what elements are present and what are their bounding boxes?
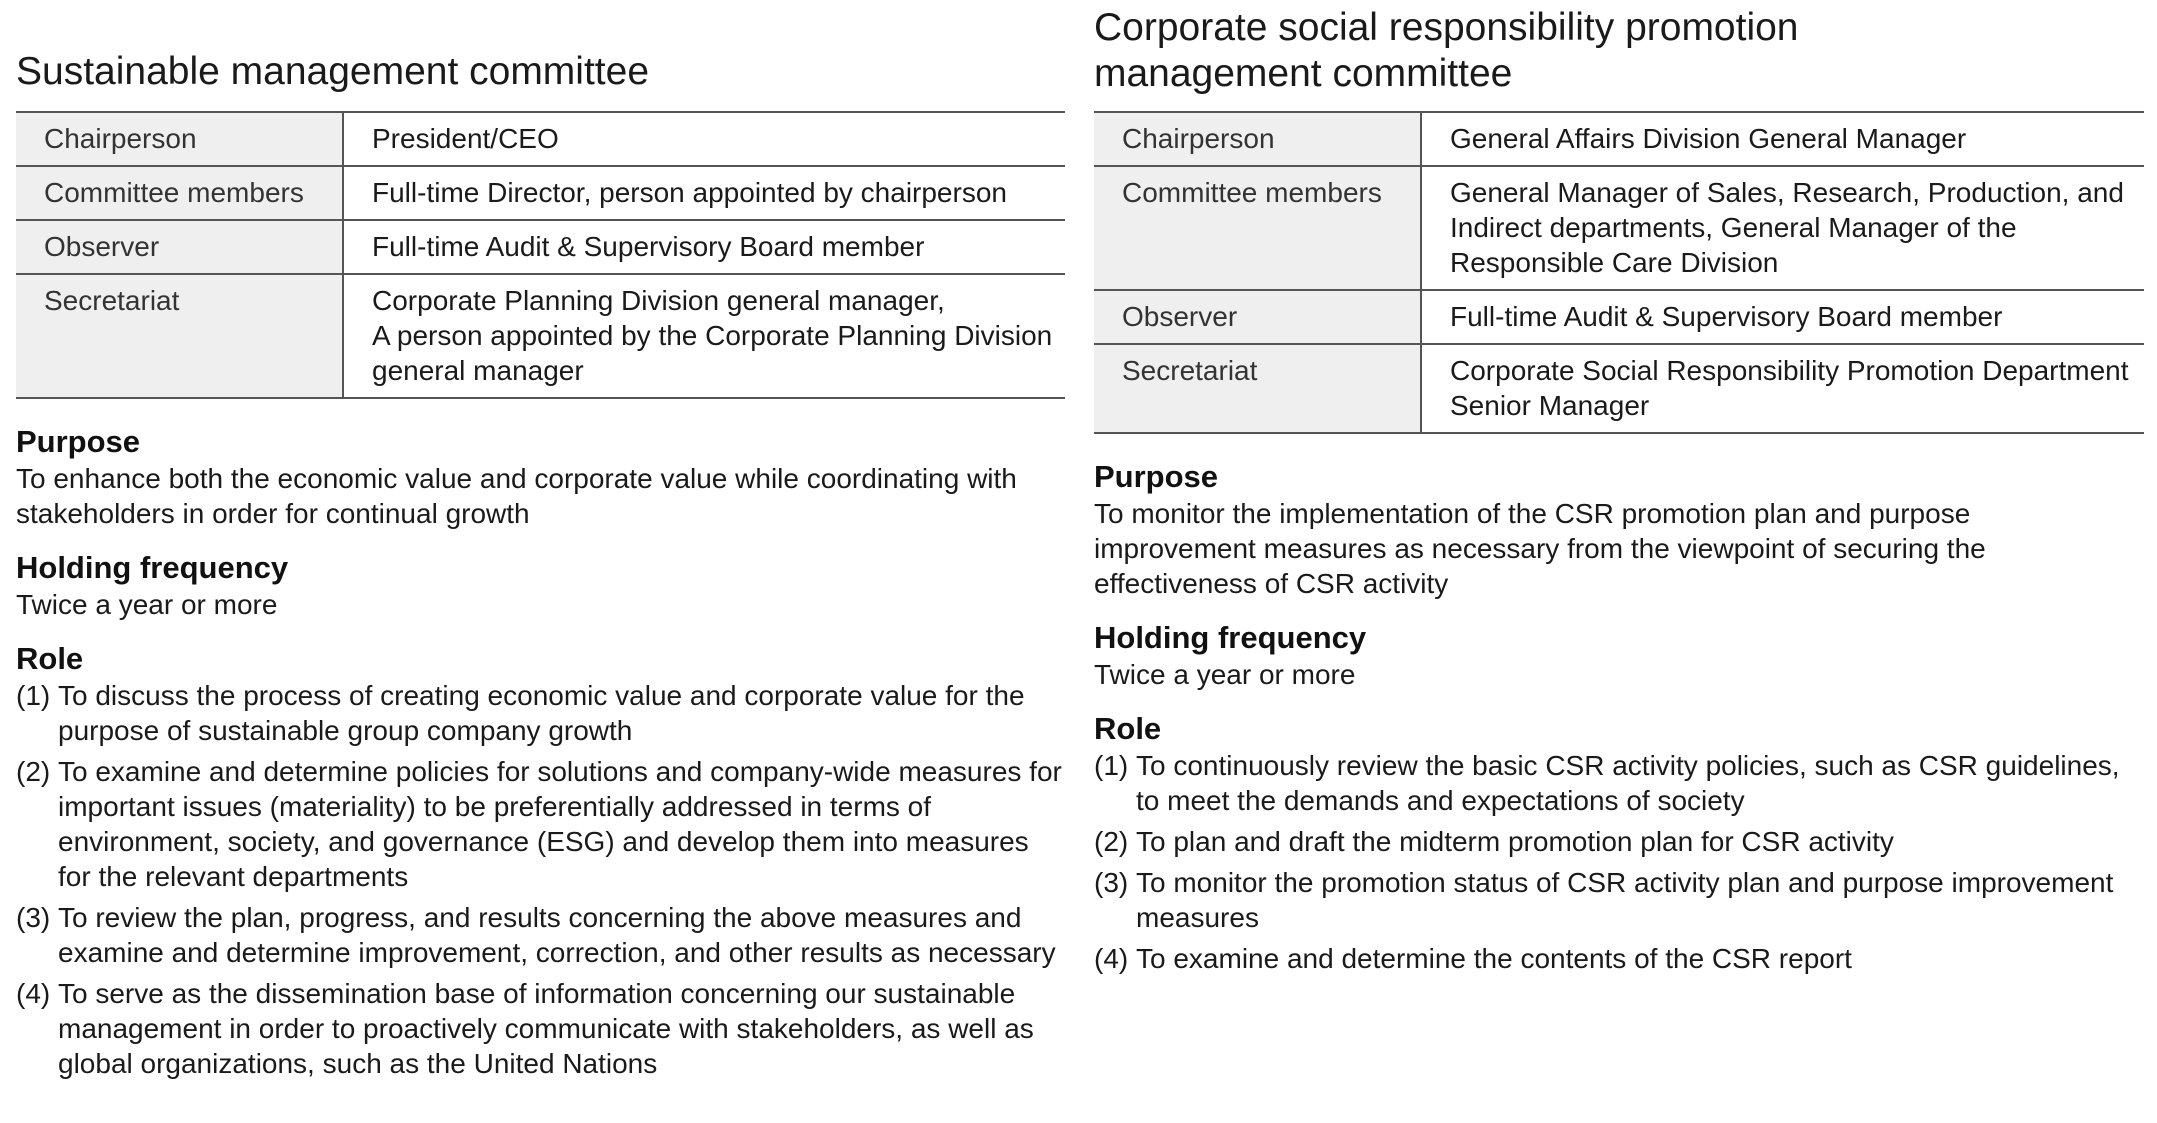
- purpose-heading: Purpose: [1094, 459, 1219, 494]
- role-text: To serve as the dissemination base of information concerning our sustainable management in order to proactively communicate with stakeholders, as well as global organizations, such as the United Nations: [58, 978, 1034, 1079]
- list-item: [1094, 748, 2144, 818]
- row-label: Committee members: [16, 166, 343, 220]
- table-row: [16, 220, 1065, 274]
- table-row: [1094, 112, 2144, 166]
- table-row: [16, 112, 1065, 166]
- row-value: Corporate Planning Division general manager, A person appointed by the Corporate Planning Division general manager: [343, 274, 1065, 398]
- role-number: (3): [16, 902, 51, 933]
- panel-title: Sustainable management committee: [16, 50, 650, 93]
- table-row: [16, 274, 1065, 398]
- role-number: (1): [1094, 750, 1129, 781]
- role-list: [1094, 748, 2144, 976]
- table-row: [1094, 344, 2144, 433]
- role-number: (1): [16, 680, 51, 711]
- row-label: Chairperson: [1094, 112, 1421, 166]
- csr-promotion-committee-panel: [1094, 0, 2144, 982]
- role-text: To examine and determine the contents of the CSR report: [1136, 943, 1852, 974]
- list-item: [16, 900, 1065, 970]
- role-number: (4): [1094, 943, 1129, 974]
- role-number: (2): [1094, 826, 1129, 857]
- frequency-text: Twice a year or more: [16, 589, 278, 620]
- panel-title: Corporate social responsibility promotion management committee: [1094, 6, 1799, 95]
- frequency-heading: Holding frequency: [16, 550, 289, 585]
- row-label: Secretariat: [1094, 344, 1421, 433]
- row-value: General Affairs Division General Manager: [1421, 112, 2144, 166]
- row-label: Observer: [16, 220, 343, 274]
- list-item: [1094, 865, 2144, 935]
- role-text: To monitor the promotion status of CSR activity plan and purpose improvement measures: [1136, 867, 2114, 933]
- list-item: [16, 754, 1065, 894]
- list-item: [16, 976, 1065, 1081]
- purpose-heading: Purpose: [16, 424, 141, 459]
- row-value: Full-time Audit & Supervisory Board member: [343, 220, 1065, 274]
- committee-members-table: [1094, 111, 2144, 434]
- role-number: (2): [16, 756, 51, 787]
- table-row: [1094, 166, 2144, 290]
- role-heading: Role: [1094, 711, 1162, 746]
- list-item: [16, 678, 1065, 748]
- role-text: To plan and draft the midterm promotion plan for CSR activity: [1136, 826, 1894, 857]
- row-value: Full-time Audit & Supervisory Board member: [1421, 290, 2144, 344]
- role-list: [16, 678, 1065, 1081]
- row-label: Committee members: [1094, 166, 1421, 290]
- role-number: (4): [16, 978, 51, 1009]
- role-text: To discuss the process of creating economic value and corporate value for the purpose of sustainable group company growth: [58, 680, 1025, 746]
- role-heading: Role: [16, 641, 84, 676]
- row-label: Observer: [1094, 290, 1421, 344]
- purpose-text: To enhance both the economic value and corporate value while coordinating with stakeholders in order for continual growth: [16, 463, 1017, 529]
- row-value: Corporate Social Responsibility Promotion Department Senior Manager: [1421, 344, 2144, 433]
- table-row: [1094, 290, 2144, 344]
- row-value: Full-time Director, person appointed by chairperson: [343, 166, 1065, 220]
- committee-members-table: [16, 111, 1065, 399]
- row-value: General Manager of Sales, Research, Production, and Indirect departments, General Manager of the Responsible Care Division: [1421, 166, 2144, 290]
- role-number: (3): [1094, 867, 1129, 898]
- role-text: To review the plan, progress, and results concerning the above measures and examine and determine improvement, correction, and other results as necessary: [58, 902, 1056, 968]
- row-label: Chairperson: [16, 112, 343, 166]
- role-text: To examine and determine policies for solutions and company-wide measures for important issues (materiality) to be preferentially addressed in terms of environment, society, and governance (ESG) and develop them into measures for the relevant departments: [58, 756, 1062, 892]
- table-row: [16, 166, 1065, 220]
- list-item: [1094, 824, 2144, 859]
- frequency-text: Twice a year or more: [1094, 659, 1356, 690]
- list-item: [1094, 941, 2144, 976]
- role-text: To continuously review the basic CSR activity policies, such as CSR guidelines, to meet the demands and expectations of society: [1136, 750, 2120, 816]
- purpose-text: To monitor the implementation of the CSR promotion plan and purpose improvement measures as necessary from the viewpoint of securing the effectiveness of CSR activity: [1094, 498, 1986, 599]
- row-value: President/CEO: [343, 112, 1065, 166]
- row-label: Secretariat: [16, 274, 343, 398]
- sustainable-management-committee-panel: [16, 0, 1065, 1087]
- frequency-heading: Holding frequency: [1094, 620, 1367, 655]
